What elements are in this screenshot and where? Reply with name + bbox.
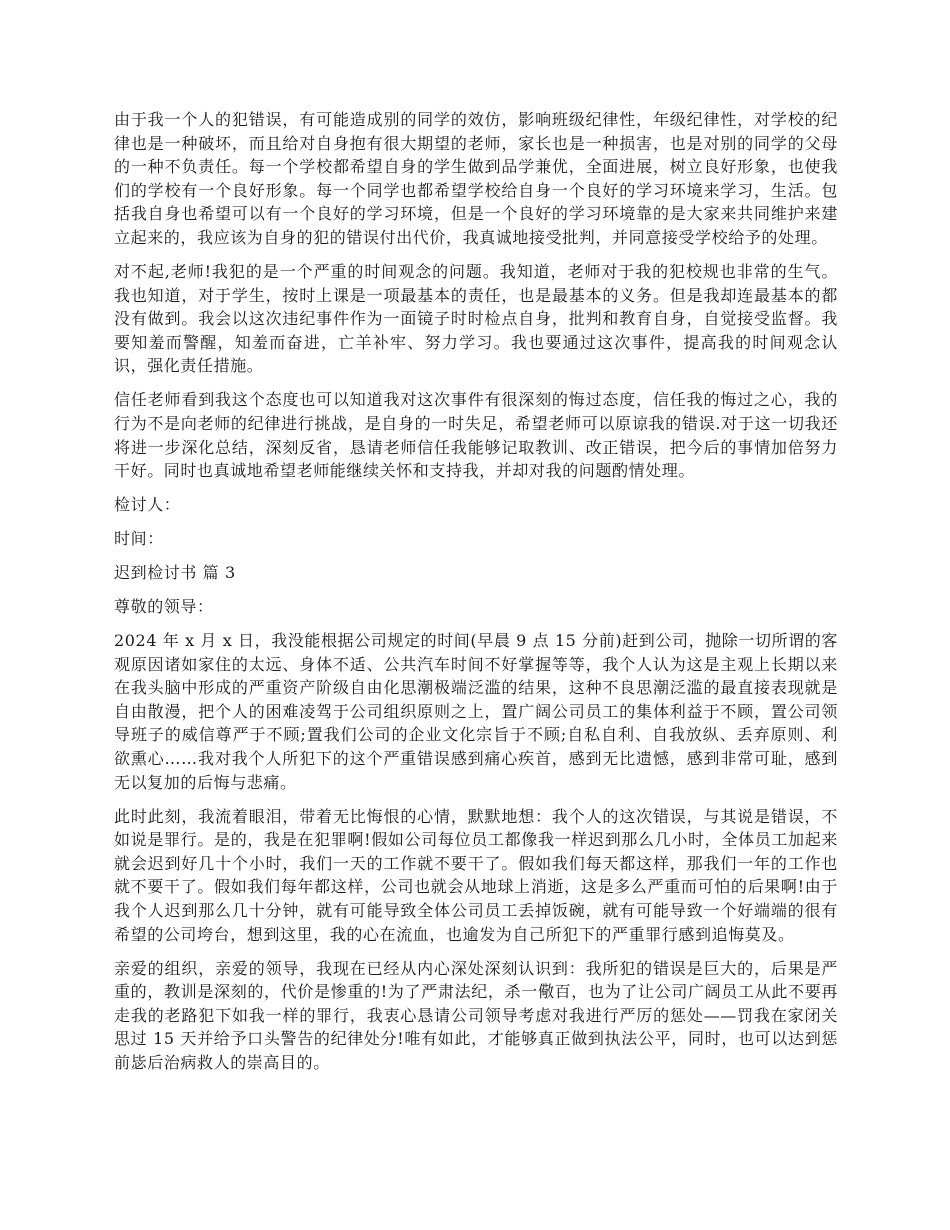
paragraph-1: 由于我一个人的犯错误，有可能造成别的同学的效仿，影响班级纪律性，年级纪律性，对学校的纪律也是一种破坏，而且给对自身抱有很大期望的老师，家长也是一种损害，也是对别的同学的父母的一种不负责任。每一个学校都希望自身的学生做到品学兼优，全面进展，树立良好形象，也使我们的学校有一个良好形象。每一个同学也都希望学校给自身一个良好的学习环境来学习，生活。包括我自身也希望可以有一个良好的学习环境，但是一个良好的学习环境靠的是大家来共同维护来建立起来的，我应该为自身的犯的错误付出代价，我真诚地接受批判，并同意接受学校给予的处理。 <box>114 110 838 247</box>
paragraph-4: 2024 年 x 月 x 日，我没能根据公司规定的时间(早晨 9 点 15 分前)赶到公司，抛除一切所谓的客观原因诸如家住的太远、身体不适、公共汽车时间不好掌握等等，我个人认为这是主观上长期以来在我头脑中形成的严重资产阶级自由化思潮极端泛滥的结果，这种不良思潮泛滥的最直接表现就是自由散漫，把个人的困难凌驾于公司组织原则之上，置广阔公司员工的集体利益于不顾，置公司领导班子的威信尊严于不顾;置我们公司的企业文化宗旨于不顾;自私自利、自我放纵、丢弃原则、利欲熏心……我对我个人所犯下的这个严重错误感到痛心疾首，感到无比遗憾，感到非常可耻，感到无以复加的后悔与悲痛。 <box>114 631 838 792</box>
section-title: 迟到检讨书 篇 3 <box>114 563 236 583</box>
signer-label: 检讨人： <box>114 495 181 515</box>
paragraph-3: 信任老师看到我这个态度也可以知道我对这次事件有很深刻的悔过态度，信任我的悔过之心，我的行为不是向老师的纪律进行挑战，是自身的一时失足，希望老师可以原谅我的错误.对于这一切我还将进一步深化总结，深刻反省，恳请老师信任我能够记取教训、改正错误，把今后的事情加倍努力干好。同时也真诚地希望老师能继续关怀和支持我，并却对我的问题酌情处理。 <box>114 390 838 481</box>
time-label: 时间： <box>114 529 164 549</box>
paragraph-2: 对不起,老师!我犯的是一个严重的时间观念的问题。我知道，老师对于我的犯校规也非常的生气。我也知道，对于学生，按时上课是一项最基本的责任，也是最基本的义务。但是我却连最基本的都没有做到。我会以这次违纪事件作为一面镜子时时检点自身，批判和教育自身，自觉接受监督。我要知羞而警醒，知羞而奋进，亡羊补牢、努力学习。我也要通过这次事件，提高我的时间观念认识，强化责任措施。 <box>114 261 838 376</box>
paragraph-6: 亲爱的组织，亲爱的领导，我现在已经从内心深处深刻认识到：我所犯的错误是巨大的，后果是严重的，教训是深刻的，代价是惨重的!为了严肃法纪，杀一儆百，也为了让公司广阔员工从此不要再走我的老路犯下如我一样的罪行，我衷心恳请公司领导考虑对我进行严厉的惩处——罚我在家闭关思过 15 天并给予口头警告的纪律处分!唯有如此，才能够真正做到执法公平，同时，也可以达到惩前毖后治病救人的崇高目的。 <box>114 958 838 1072</box>
document-body <box>114 108 838 1085</box>
salutation: 尊敬的领导： <box>114 597 214 617</box>
paragraph-5: 此时此刻，我流着眼泪，带着无比悔恨的心情，默默地想：我个人的这次错误，与其说是错误，不如说是罪行。是的，我是在犯罪啊!假如公司每位员工都像我一样迟到那么几小时，全体员工加起来就会迟到好几十个小时，我们一天的工作就不要干了。假如我们每天都这样，那我们一年的工作也就不要干了。假如我们每年都这样，公司也就会从地球上消逝，这是多么严重而可怕的后果啊!由于我个人迟到那么几十分钟，就有可能导致全体公司员工丢掉饭碗，就有可能导致一个好端端的很有希望的公司垮台，想到这里，我的心在流血，也逾发为自己所犯下的严重罪行感到追悔莫及。 <box>114 806 838 944</box>
